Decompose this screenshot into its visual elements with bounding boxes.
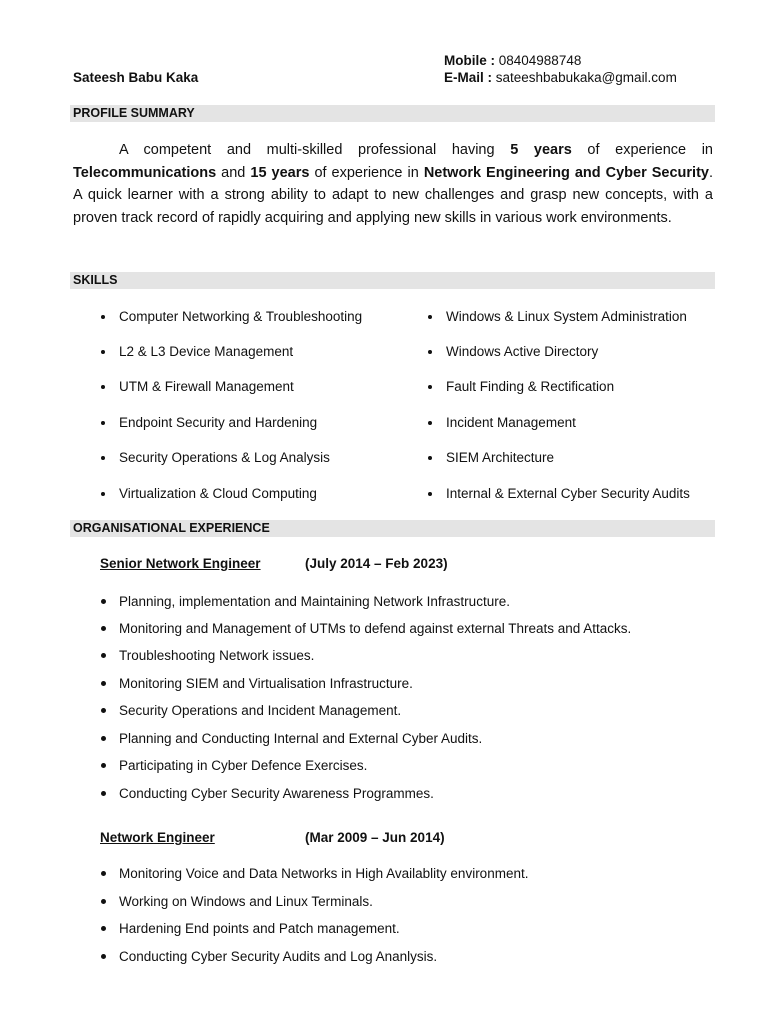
email-line <box>444 69 677 86</box>
mobile-label: Mobile : <box>444 53 499 68</box>
duty-item: Participating in Cyber Defence Exercises. <box>101 757 367 775</box>
candidate-name: Sateesh Babu Kaka <box>73 70 199 85</box>
skill-item: Windows & Linux System Administration <box>428 308 687 326</box>
duty-item: Security Operations and Incident Management. <box>101 702 401 720</box>
skill-item: Fault Finding & Rectification <box>428 378 614 396</box>
profile-summary-text: A competent and multi-skilled professional having 5 years of experience in Telecommunications and 15 years of experience in Network Engineering and Cyber Security. A quick learner with a strong ability to adapt to new challenges and grasp new concepts, with a proven track record of rapidly acquiring and applying new skills in various work environments. <box>73 142 713 226</box>
email-address: sateeshbabukaka@gmail.com <box>495 70 677 85</box>
skill-item: Virtualization & Cloud Computing <box>101 485 317 503</box>
job-title: Senior Network Engineer <box>100 556 261 571</box>
duty-item: Monitoring Voice and Data Networks in High Availablity environment. <box>101 865 528 883</box>
duty-item: Planning, implementation and Maintaining Network Infrastructure. <box>101 593 510 611</box>
mobile-number: 08404988748 <box>498 53 582 68</box>
skill-item: Windows Active Directory <box>428 343 598 361</box>
duty-item: Monitoring SIEM and Virtualisation Infrastructure. <box>101 675 413 693</box>
skill-item: Security Operations & Log Analysis <box>101 449 330 467</box>
skills-heading: SKILLS <box>70 272 715 289</box>
job-dates: (July 2014 – Feb 2023) <box>305 556 448 571</box>
duty-item: Hardening End points and Patch management. <box>101 920 400 938</box>
experience-heading: ORGANISATIONAL EXPERIENCE <box>70 520 715 537</box>
duty-item: Conducting Cyber Security Audits and Log Ananlysis. <box>101 948 437 966</box>
job-title: Network Engineer <box>100 830 215 845</box>
profile-summary-heading: PROFILE SUMMARY <box>70 105 715 122</box>
duty-item: Monitoring and Management of UTMs to defend against external Threats and Attacks. <box>101 620 631 638</box>
duty-item: Troubleshooting Network issues. <box>101 647 314 665</box>
skill-item: Internal & External Cyber Security Audits <box>428 485 690 503</box>
skill-item: L2 & L3 Device Management <box>101 343 293 361</box>
duty-item: Conducting Cyber Security Awareness Programmes. <box>101 785 434 803</box>
skill-item: Computer Networking & Troubleshooting <box>101 308 362 326</box>
skill-item: UTM & Firewall Management <box>101 378 294 396</box>
duty-item: Working on Windows and Linux Terminals. <box>101 893 373 911</box>
contact-block <box>444 52 677 86</box>
email-label: E-Mail : <box>444 70 496 85</box>
mobile-line <box>444 52 677 69</box>
skill-item: SIEM Architecture <box>428 449 554 467</box>
duty-item: Planning and Conducting Internal and External Cyber Audits. <box>101 730 482 748</box>
job-dates: (Mar 2009 – Jun 2014) <box>305 830 445 845</box>
skill-item: Endpoint Security and Hardening <box>101 414 317 432</box>
skill-item: Incident Management <box>428 414 576 432</box>
